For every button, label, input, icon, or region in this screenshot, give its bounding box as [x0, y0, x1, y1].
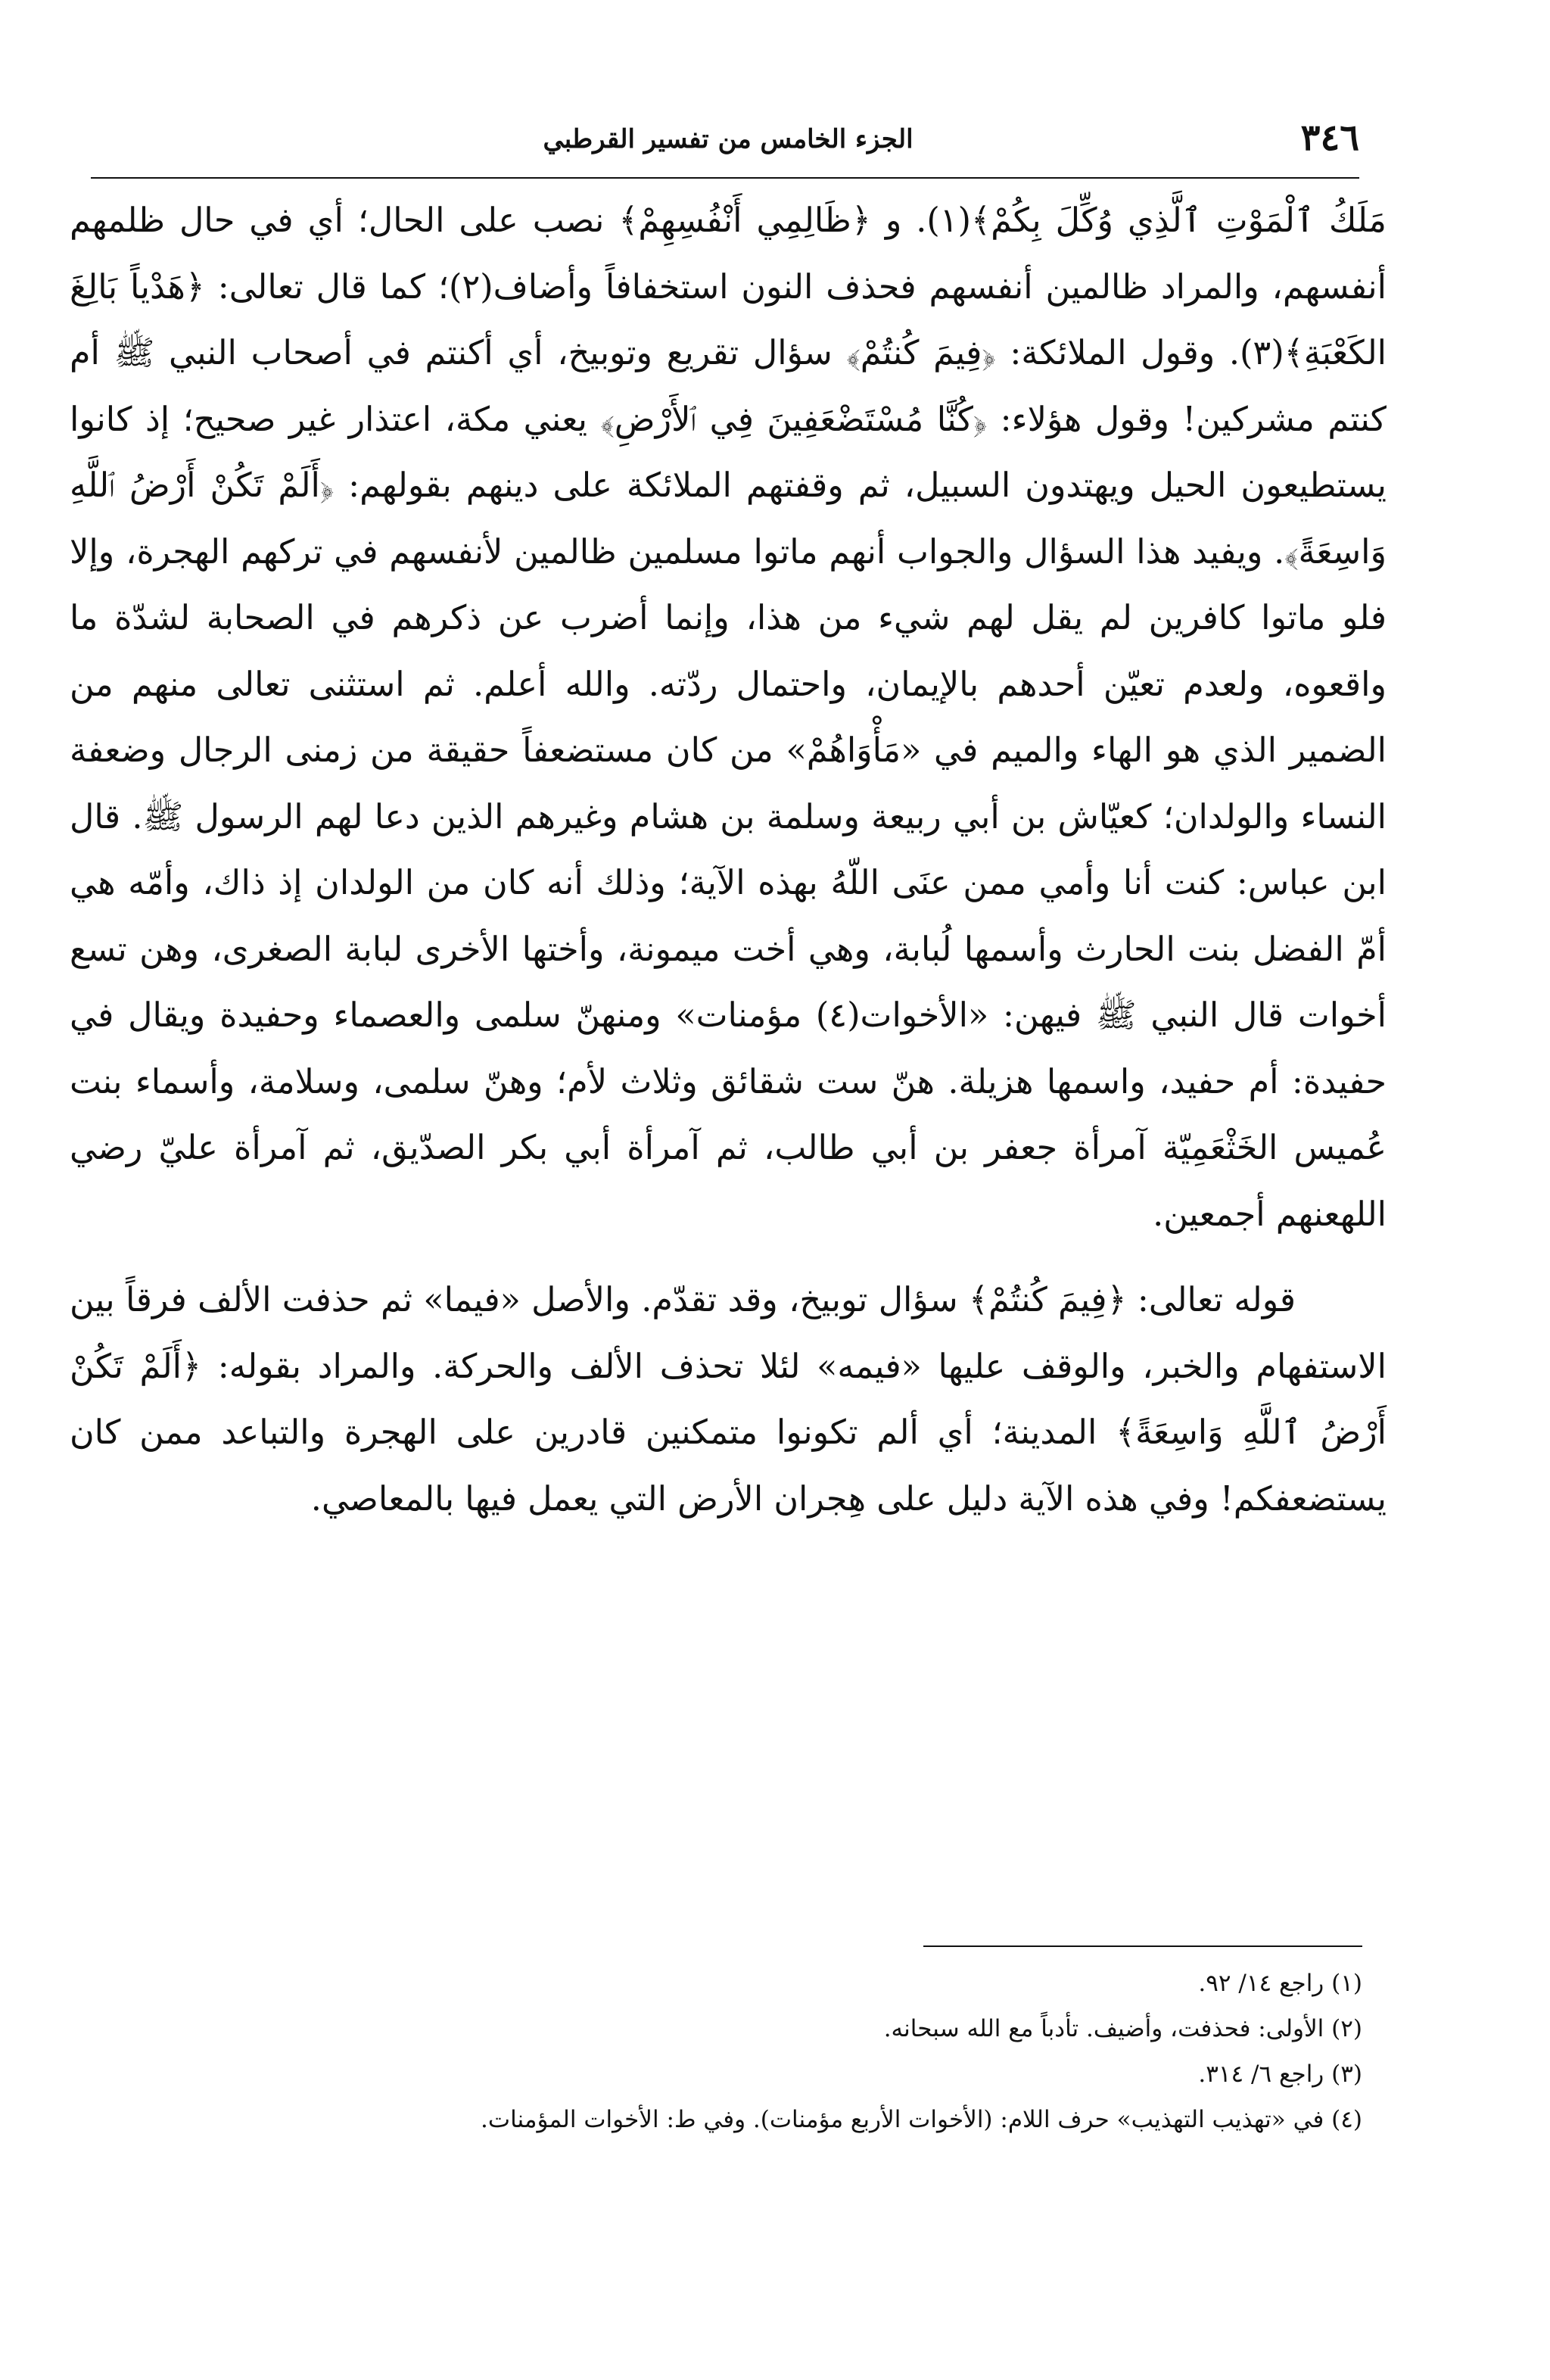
- footnote-1: (١) راجع ١٤/ ٩٢.: [1198, 1970, 1362, 1997]
- footnote-rule: [923, 1945, 1362, 1947]
- header-rule: [91, 177, 1359, 179]
- main-text: [70, 188, 1387, 1532]
- paragraph-2: قوله تعالى: ﴿فِيمَ كُنتُمْ﴾ سؤال توبيخ، وقد تقدّم. والأصل «فيما» ثم حذفت الألف فرقاً بين الاستفهام والخبر، والوقف عليها «فيمه» لئلا تحذف الألف والحركة. والمراد بقوله: ﴿أَلَمْ تَكُنْ أَرْضُ ٱللَّهِ وَاسِعَةً﴾ المدينة؛ أي ألم تكونوا متمكنين قادرين على الهجرة والتباعد ممن كان يستضعفكم! وفي هذه الآية دليل على هِجران الأرض التي يعمل فيها بالمعاصي.: [70, 1281, 1387, 1519]
- page-number: ٣٤٦: [1300, 117, 1359, 159]
- footnotes: [70, 1961, 1362, 2142]
- book-page: [70, 114, 1387, 2309]
- book-title: الجزء الخامس من تفسير القرطبي: [543, 124, 914, 154]
- footnote-2: (٢) الأولى: فحذفت، وأضيف. تأدباً مع الله سبحانه.: [883, 2015, 1362, 2042]
- paragraph-1: مَلَكُ ٱلْمَوْتِ ٱلَّذِي وُكِّلَ بِكُمْ﴾(١). و ﴿ظَالِمِي أَنْفُسِهِمْ﴾ نصب على الحال؛ أي في حال ظلمهم أنفسهم، والمراد ظالمين أنفسهم فحذف النون استخفافاً وأضاف(٢)؛ كما قال تعالى: ﴿هَدْياً بَالِغَ الكَعْبَةِ﴾(٣). وقول الملائكة: ﴿فِيمَ كُنتُمْ﴾ سؤال تقريع وتوبيخ، أي أكنتم في أصحاب النبي ﷺ أم كنتم مشركين! وقول هؤلاء: ﴿كُنَّا مُسْتَضْعَفِينَ فِي ٱلأَرْضِ﴾ يعني مكة، اعتذار غير صحيح؛ إذ كانوا يستطيعون الحيل ويهتدون السبيل، ثم وقفتهم الملائكة على دينهم بقولهم: ﴿أَلَمْ تَكُنْ أَرْضُ ٱللَّهِ وَاسِعَةً﴾. ويفيد هذا السؤال والجواب أنهم ماتوا مسلمين ظالمين لأنفسهم في تركهم الهجرة، وإلا فلو ماتوا كافرين لم يقل لهم شيء من هذا، وإنما أضرب عن ذكرهم في الصحابة لشدّة ما واقعوه، ولعدم تعيّن أحدهم بالإيمان، واحتمال ردّته. والله أعلم. ثم استثنى تعالى منهم من الضمير الذي هو الهاء والميم في «مَأْوَاهُمْ» من كان مستضعفاً حقيقة من زمنى الرجال وضعفة النساء والولدان؛ كعيّاش بن أبي ربيعة وسلمة بن هشام وغيرهم الذين دعا لهم الرسول ﷺ. قال ابن عباس: كنت أنا وأمي ممن عنَى اللّهُ بهذه الآية؛ وذلك أنه كان من الولدان إذ ذاك، وأمّه هي أمّ الفضل بنت الحارث وأسمها لُبابة، وهي أخت ميمونة، وأختها الأخرى لبابة الصغرى، وهن تسع أخوات قال النبي ﷺ فيهن: «الأخوات(٤) مؤمنات» ومنهنّ سلمى والعصماء وحفيدة ويقال في حفيدة: أم حفيد، واسمها هزيلة. هنّ ست شقائق وثلاث لأم؛ وهنّ سلمى، وسلامة، وأسماء بنت عُميس الخَثْعَمِيّة آمرأة جعفر بن أبي طالب، ثم آمرأة أبي بكر الصدّيق، ثم آمرأة عليّ رضي اللهعنهم أجمعين.: [70, 201, 1387, 1234]
- running-head: [70, 114, 1387, 173]
- footnote-4: (٤) في «تهذيب التهذيب» حرف اللام: (الأخوات الأربع مؤمنات). وفي ط: الأخوات المؤمنات.: [481, 2106, 1362, 2133]
- footnote-3: (٣) راجع ٦/ ٣١٤.: [1198, 2061, 1362, 2088]
